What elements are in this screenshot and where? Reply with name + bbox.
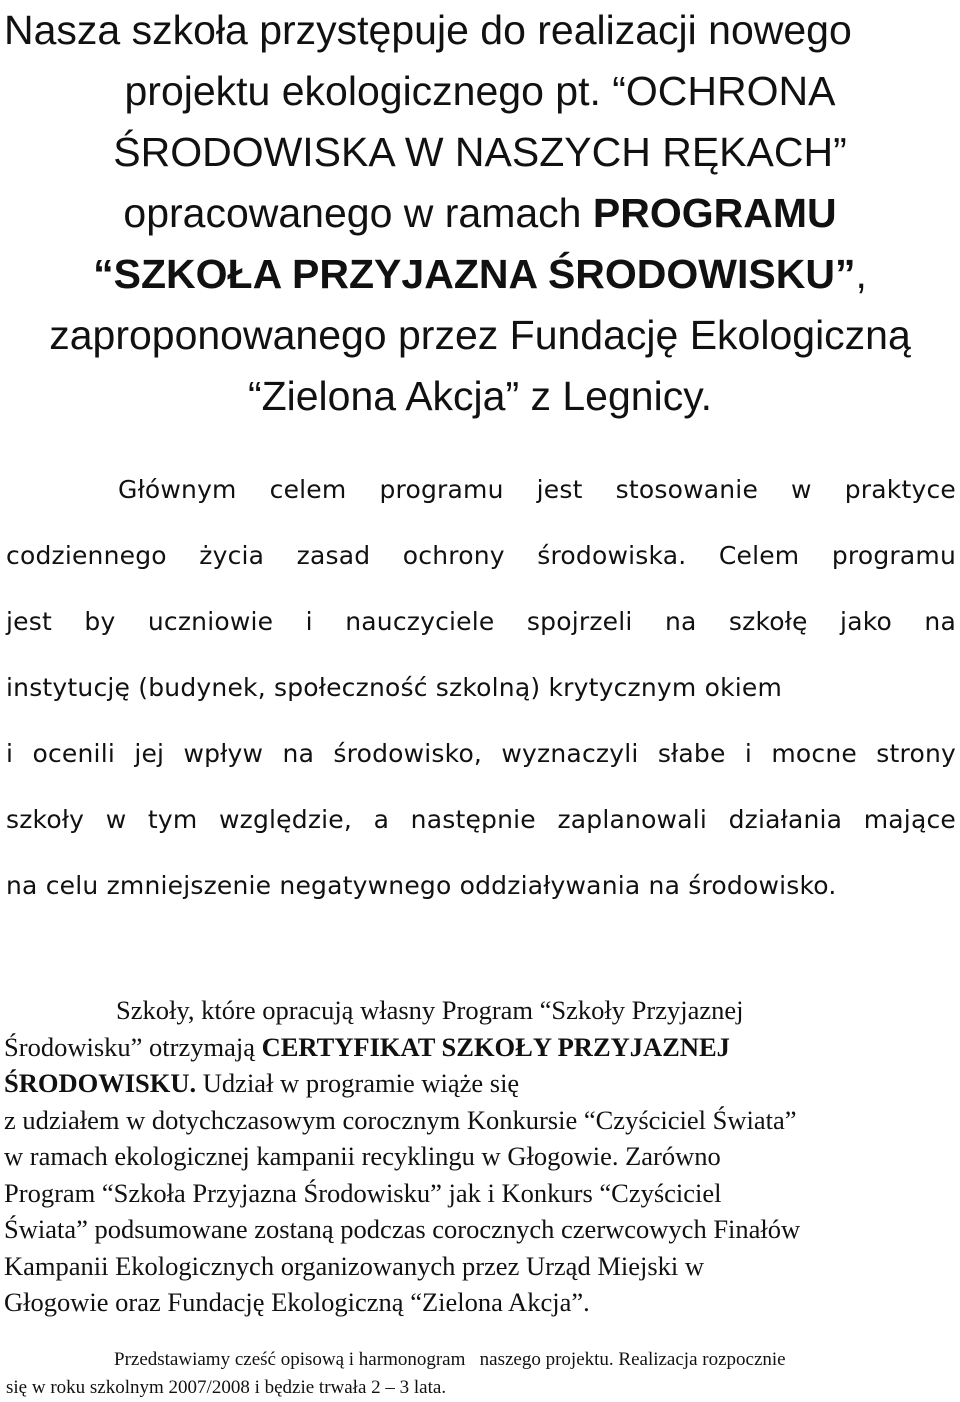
heading-line-6: zaproponowanego przez Fundację Ekologiczną (49, 312, 911, 358)
certificate-title-end: ŚRODOWISKU. (4, 1068, 197, 1098)
heading-line-3: ŚRODOWISKA W NASZYCH RĘKACH” (113, 129, 847, 175)
goal-line-2: codziennego życia zasad ochrony środowiska. Celem programu (6, 541, 956, 570)
heading-line-7: “Zielona Akcja” z Legnicy. (247, 373, 713, 419)
certificate-line-3 (4, 1065, 956, 1102)
certificate-title: CERTYFIKAT SZKOŁY PRZYJAZNEJ (261, 1031, 730, 1062)
program-word: PROGRAMU (592, 190, 837, 236)
goal-line-3: jest by uczniowie i nauczyciele spojrzeli na szkołę jako na (6, 607, 956, 636)
certificate-line-4: z udziałem w dotychczasowym corocznym Konkursie “Czyściciel Świata” (4, 1104, 797, 1135)
footer-line-1: Przedstawiamy cześć opisową i harmonogram naszego projektu. Realizacja rozpocznie (114, 1349, 786, 1370)
certificate-line-5: w ramach ekologicznej kampanii recyklingu w Głogowie. Zarówno (4, 1141, 721, 1171)
certificate-line-3-text: Udział w programie wiąże się (196, 1068, 520, 1098)
heading-line-4 (0, 183, 960, 244)
footer-line-2: się w roku szkolnym 2007/2008 i będzie trwała 2 – 3 lata. (6, 1377, 447, 1398)
goal-paragraph (6, 457, 956, 919)
certificate-paragraph (4, 992, 956, 1321)
heading-line-5-comma: , (855, 251, 867, 297)
goal-line-6: szkoły w tym względzie, a następnie zaplanowali działania mające (6, 805, 956, 834)
heading-line-2: projektu ekologicznego pt. “OCHRONA (124, 68, 836, 114)
project-heading (0, 0, 960, 427)
goal-line-4: instytucję (budynek, społeczność szkolną) krytycznym okiem (6, 673, 783, 702)
certificate-line-2 (4, 1029, 956, 1066)
certificate-line-8: Kampanii Ekologicznych organizowanych przez Urząd Miejski w (4, 1250, 705, 1281)
certificate-line-9: Głogowie oraz Fundację Ekologiczną “Zielona Akcja”. (4, 1287, 590, 1317)
goal-line-5: i ocenili jej wpływ na środowisko, wyznaczyli słabe i mocne strony (6, 739, 956, 768)
certificate-line-2-text: Środowisku” otrzymają (4, 1031, 262, 1062)
goal-line-1: Głównym celem programu jest stosowanie w praktyce (118, 475, 956, 504)
program-name: “SZKOŁA PRZYJAZNA ŚRODOWISKU” (93, 251, 856, 297)
certificate-line-7: Świata” podsumowane zostaną podczas corocznych czerwcowych Finałów (4, 1214, 801, 1244)
certificate-line-1: Szkoły, które opracują własny Program “Szkoły Przyjaznej (116, 995, 744, 1025)
certificate-line-6: Program “Szkoła Przyjazna Środowisku” jak i Konkurs “Czyściciel (4, 1177, 722, 1208)
heading-line-5 (0, 244, 960, 305)
goal-line-7: na celu zmniejszenie negatywnego oddziaływania na środowisko. (6, 871, 837, 900)
footer-paragraph (6, 1346, 956, 1402)
heading-line-4-text: opracowanego w ramach (123, 190, 593, 236)
heading-line-1: Nasza szkoła przystępuje do realizacji nowego (4, 7, 852, 53)
